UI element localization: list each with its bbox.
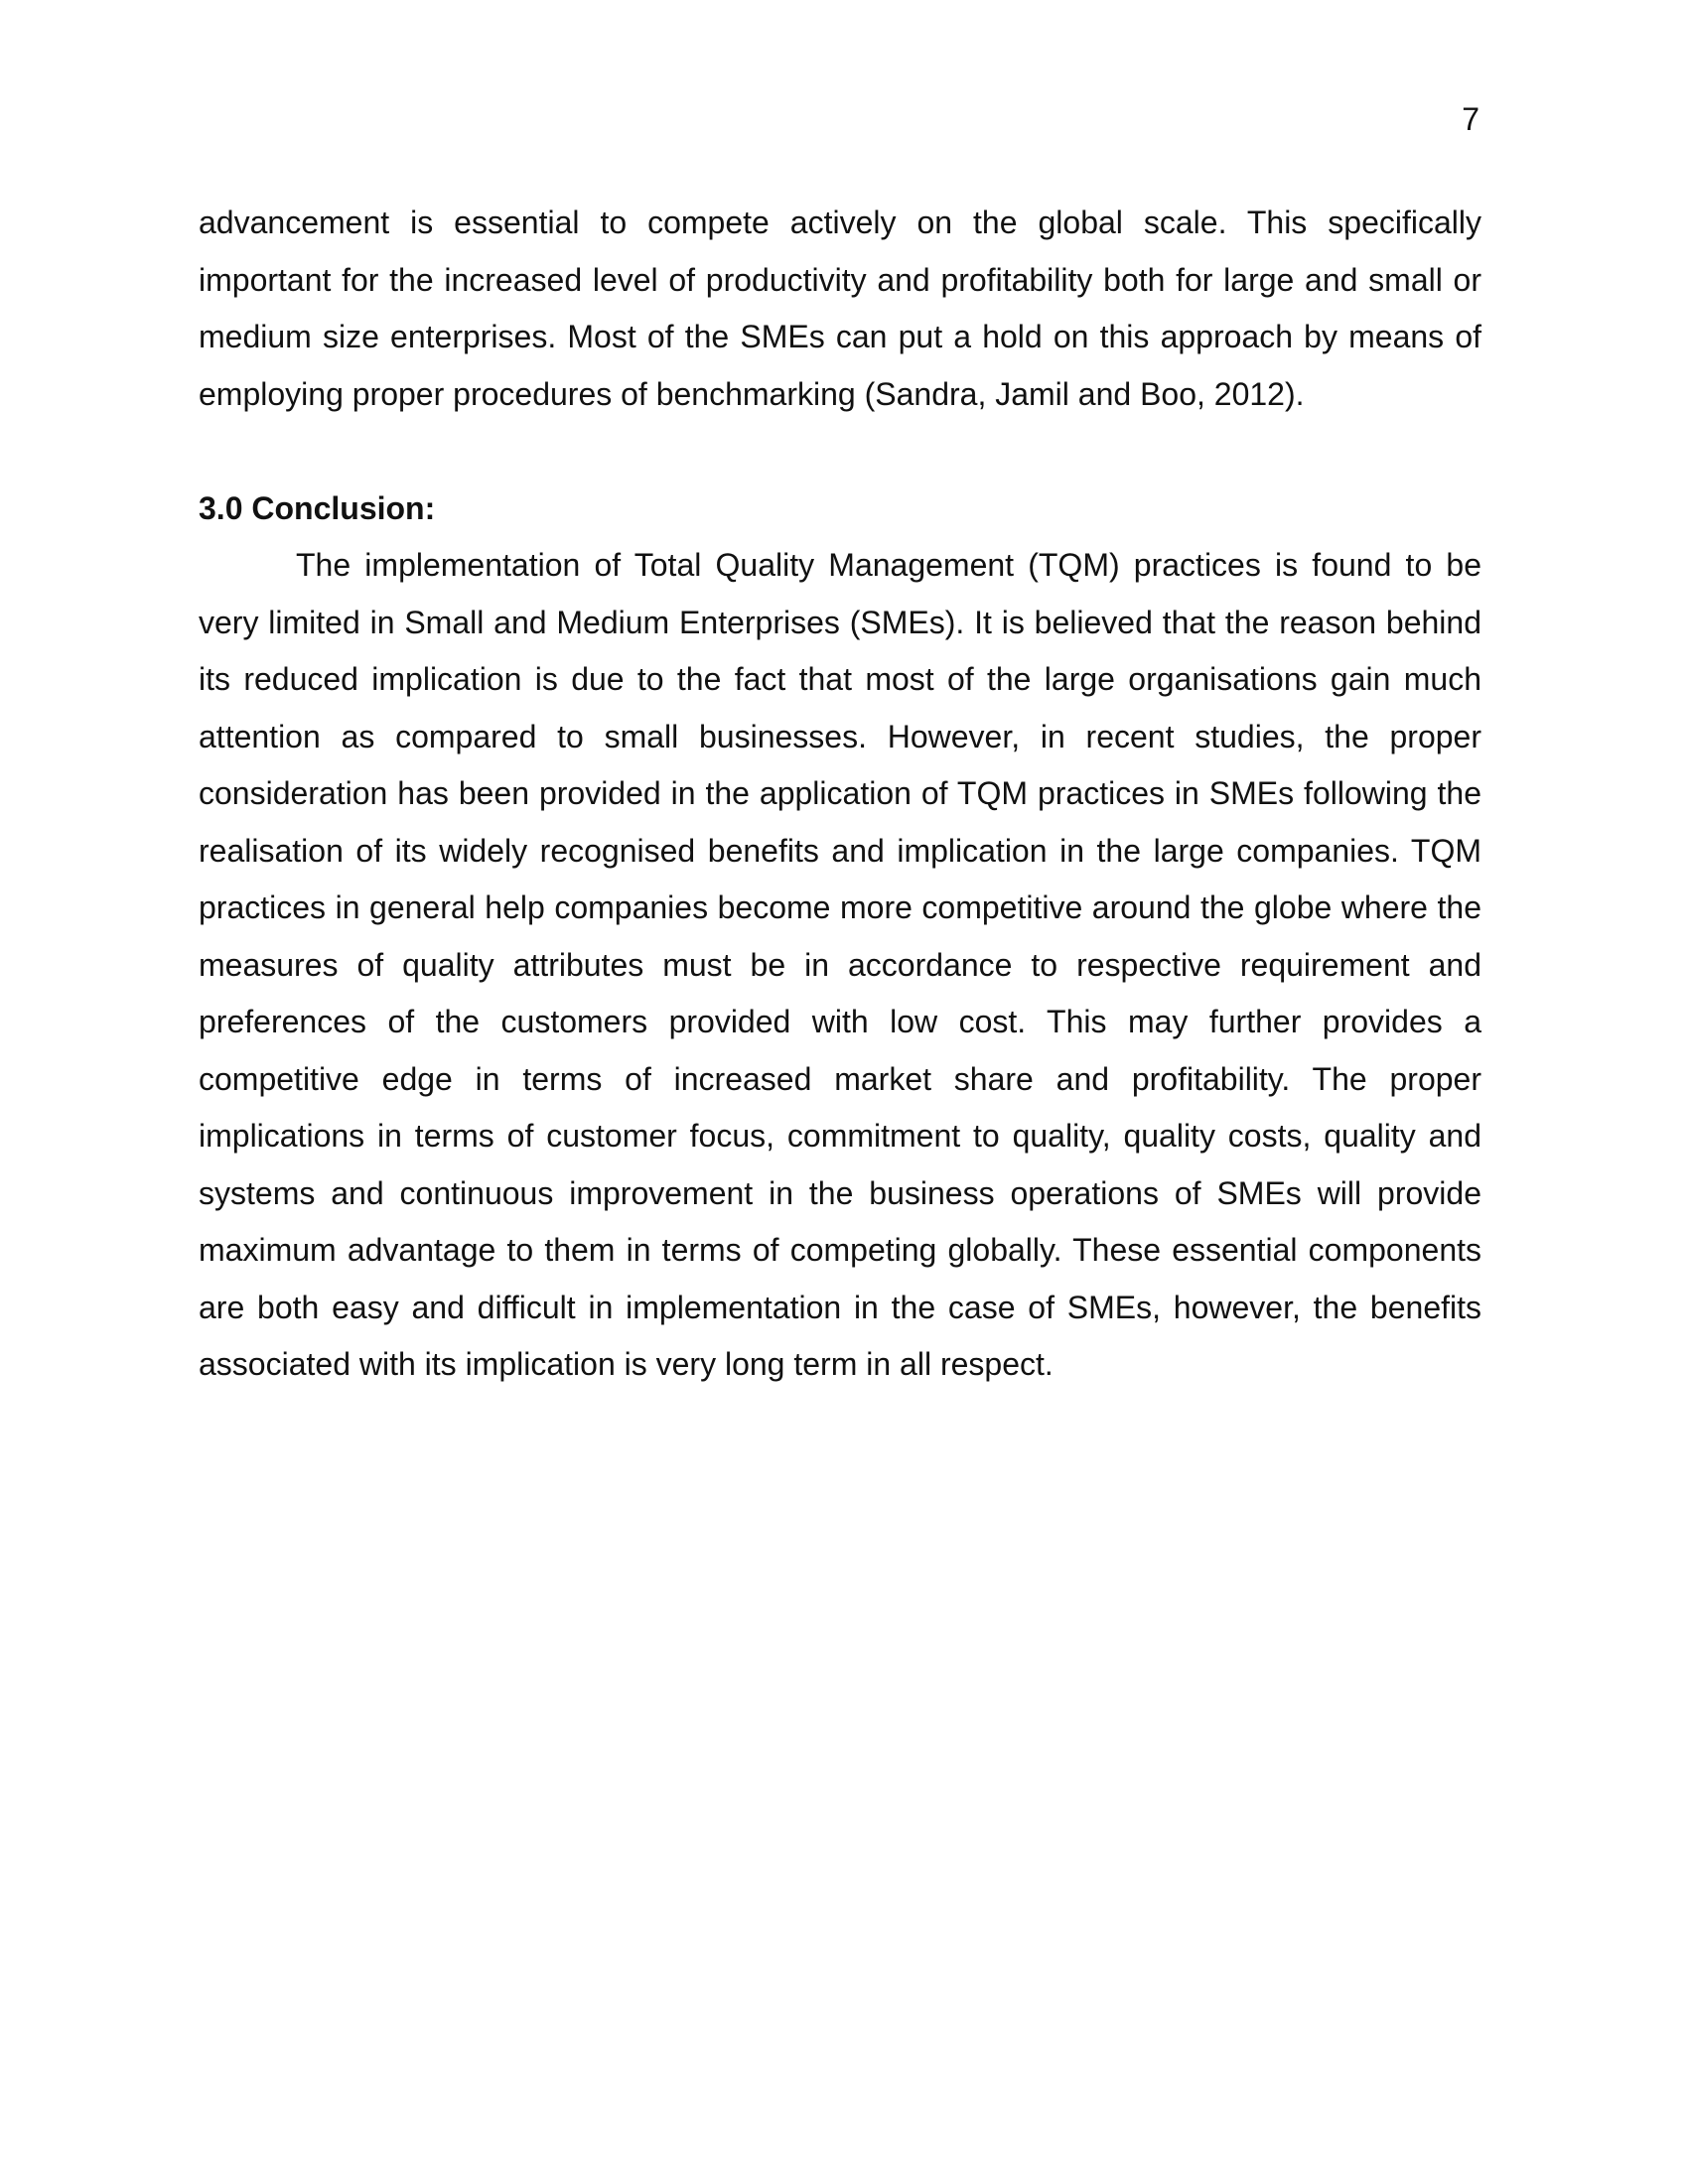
conclusion-paragraph: The implementation of Total Quality Management (TQM) practices is found to be very limited in Small and Medium Enterprises (SMEs). It is believed that the reason behind its reduced implication is due to the fact that most of the large organisations gain much attention as compared to small businesses. However, in recent studies, the proper consideration has been provided in the application of TQM practices in SMEs following the realisation of its widely recognised benefits and implication in the large companies. TQM practices in general help companies become more competitive around the globe where the measures of quality attributes must be in accordance to respective requirement and preferences of the customers provided with low cost. This may further provides a competitive edge in terms of increased market share and profitability. The proper implications in terms of customer focus, commitment to quality, quality costs, quality and systems and continuous improvement in the business operations of SMEs will provide maximum advantage to them in terms of competing globally. These essential components are both easy and difficult in implementation in the case of SMEs, however, the benefits associated with its implication is very long term in all respect.	[199, 547, 1481, 1382]
document-content	[199, 195, 1481, 1394]
section-heading: 3.0 Conclusion:	[199, 489, 436, 526]
page-number: 7	[1462, 101, 1479, 137]
intro-paragraph: advancement is essential to compete actively on the global scale. This specifically important for the increased level of productivity and profitability both for large and small or medium size enterprises. Most of the SMEs can put a hold on this approach by means of employing proper procedures of benchmarking (Sandra, Jamil and Boo, 2012).	[199, 205, 1481, 412]
